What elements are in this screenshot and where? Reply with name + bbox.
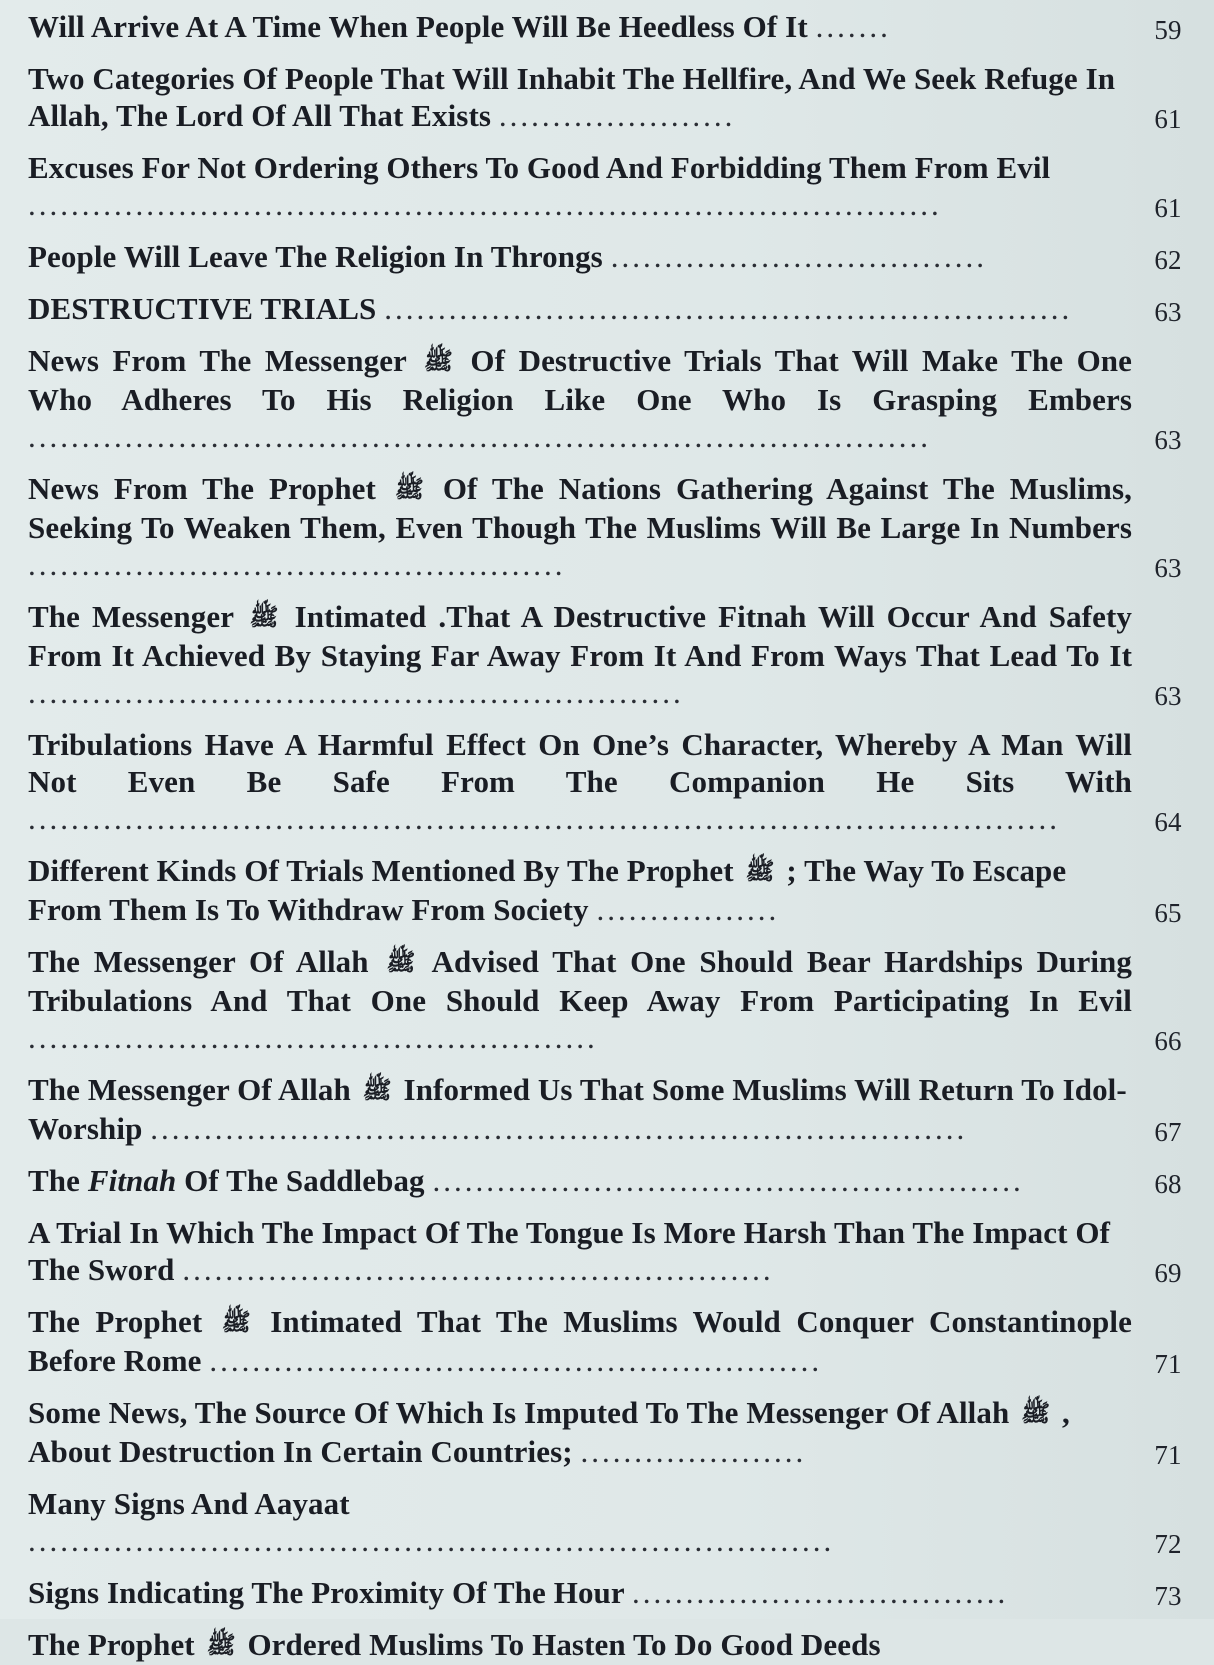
page-number: 73: [1154, 1581, 1182, 1611]
entry-title: The: [28, 1163, 88, 1198]
leader-dots: ..................................................: [28, 547, 566, 582]
leader-dots: .......................................................: [432, 1163, 1024, 1198]
toc-entry: [28, 1162, 1194, 1199]
page-number: 71: [1154, 1349, 1182, 1379]
toc-entry: [28, 852, 1194, 928]
toc-entry: [28, 726, 1194, 837]
honorific-symbol-icon: ﷺ: [423, 349, 453, 375]
leader-dots: .......................................................: [182, 1252, 774, 1287]
toc-entry: [28, 8, 1194, 45]
page-number: 62: [1154, 245, 1182, 275]
entry-title: Tribulations Have A Harmful Effect On One’s Character, Whereby A Man Will Not Even Be Safe From The Companion He Sits With: [28, 727, 1132, 799]
page-number: 72: [1154, 1529, 1182, 1559]
leader-dots: .........................................................: [209, 1343, 823, 1378]
page-number: 69: [1154, 1258, 1182, 1288]
page-number: 61: [1154, 104, 1182, 134]
entry-title-continued: Advised That One Should Bear Hardships During Tribulations And That One Should Keep Away From Participating In Evil: [28, 944, 1133, 1018]
page-number: 68: [1154, 1169, 1182, 1199]
entry-title: Two Categories Of People That Will Inhabit The Hellfire, And We Seek Refuge In Allah, The Lord Of All That Exists: [28, 61, 1116, 133]
honorific-symbol-icon: ﷺ: [394, 477, 424, 503]
entry-title-continued: Of The Saddlebag: [176, 1163, 425, 1198]
toc-entry: [28, 342, 1194, 455]
entry-title: The Prophet: [28, 1304, 203, 1339]
entry-title: News From The Prophet: [28, 471, 376, 506]
page-number: 61: [1154, 193, 1182, 223]
entry-title: Different Kinds Of Trials Mentioned By The Prophet: [28, 853, 734, 888]
page-number: 71: [1154, 1440, 1182, 1470]
toc-entry: [28, 1626, 1194, 1665]
toc-entry: [28, 1303, 1194, 1379]
leader-dots: ............................................................................: [150, 1111, 968, 1146]
entry-title: Signs Indicating The Proximity Of The Hour: [28, 1575, 625, 1610]
entry-title: Many Signs And Aayaat: [28, 1486, 350, 1521]
page-number: 59: [1154, 15, 1182, 45]
page-number: 63: [1154, 681, 1182, 711]
toc-entry: [28, 598, 1194, 711]
leader-dots: ................................................................................................: [28, 801, 1060, 836]
toc-entry: [28, 470, 1194, 583]
entry-title-continued: Ordered Muslims To Hasten To Do Good Deeds: [247, 1627, 881, 1662]
entry-title-continued: Of The Nations Gathering Against The Muslims, Seeking To Weaken Them, Even Though The Muslims Will Be Large In Numbers: [28, 471, 1132, 545]
section-heading: DESTRUCTIVE TRIALS: [28, 291, 377, 326]
leader-dots: .....................................................: [28, 1020, 598, 1055]
page-number: 63: [1154, 553, 1182, 583]
entry-title-continued: Intimated .That A Destructive Fitnah Will Occur And Safety From It Achieved By Staying Far Away From It And From Ways That Lead To It: [28, 599, 1132, 673]
entry-title: People Will Leave The Religion In Throngs: [28, 239, 603, 274]
honorific-symbol-icon: ﷺ: [745, 859, 775, 885]
page-number: 65: [1154, 898, 1182, 928]
entry-title: The Messenger: [28, 599, 234, 634]
honorific-symbol-icon: ﷺ: [362, 1078, 392, 1104]
leader-dots: ...................................: [610, 239, 987, 274]
entry-title-continued: ; The Way To Escape From Them Is To Withdraw From Society: [28, 853, 1067, 927]
honorific-symbol-icon: ﷺ: [1021, 1401, 1051, 1427]
leader-dots: ...................................: [632, 1575, 1009, 1610]
entry-title-continued: Informed Us That Some Muslims Will Return To Idol-Worship: [28, 1072, 1127, 1146]
honorific-symbol-icon: ﷺ: [206, 1633, 236, 1659]
toc-entry: [28, 1574, 1194, 1611]
toc-entry: [28, 238, 1194, 275]
honorific-symbol-icon: ﷺ: [221, 1310, 251, 1336]
page-number: 64: [1154, 807, 1182, 837]
leader-dots: ....................................................................................: [28, 419, 931, 454]
entry-title: News From The Messenger: [28, 343, 407, 378]
toc-entry: [28, 1214, 1194, 1288]
entry-title: The Messenger Of Allah: [28, 944, 369, 979]
leader-dots: .................: [596, 892, 780, 927]
toc-entry: [28, 60, 1194, 134]
page-number: 63: [1154, 297, 1182, 327]
entry-title: A Trial In Which The Impact Of The Tongue Is More Harsh Than The Impact Of The Sword: [28, 1215, 1111, 1287]
entry-title-italic: Fitnah: [87, 1163, 177, 1198]
leader-dots: .......: [815, 9, 891, 44]
toc-entry: [28, 1485, 1194, 1559]
page-number: 66: [1154, 1026, 1182, 1056]
entry-title: The Prophet: [28, 1627, 195, 1662]
entry-title-continued: , About Destruction In Certain Countries;: [28, 1395, 1070, 1469]
entry-title: The Messenger Of Allah: [28, 1072, 351, 1107]
toc-entry: [28, 290, 1194, 327]
honorific-symbol-icon: ﷺ: [386, 950, 416, 976]
entry-title: Excuses For Not Ordering Others To Good And Forbidding Them From Evil: [28, 150, 1051, 185]
toc-entry: [28, 149, 1194, 223]
honorific-symbol-icon: ﷺ: [249, 605, 279, 631]
toc-entry: [28, 943, 1194, 1056]
leader-dots: .....................: [580, 1434, 807, 1469]
page-number: 67: [1154, 1117, 1182, 1147]
toc-entry: [28, 1071, 1194, 1147]
leader-dots: ...........................................................................: [28, 1523, 835, 1558]
leader-dots: .....................................................................................: [28, 187, 942, 222]
table-of-contents: [28, 8, 1194, 1665]
leader-dots: ......................: [498, 98, 736, 133]
entry-title: Will Arrive At A Time When People Will Be Heedless Of It: [28, 9, 808, 44]
entry-title: Some News, The Source Of Which Is Imputed To The Messenger Of Allah: [28, 1395, 1010, 1430]
leader-dots: ................................................................: [384, 291, 1073, 326]
leader-dots: .............................................................: [28, 675, 684, 710]
toc-entry: [28, 1394, 1194, 1470]
entry-title-continued: Intimated That The Muslims Would Conquer Constantinople Before Rome: [28, 1304, 1132, 1378]
entry-title-continued: Of Destructive Trials That Will Make The One Who Adheres To His Religion Like One Who Is Grasping Embers: [28, 343, 1132, 417]
page-number: 63: [1154, 425, 1182, 455]
